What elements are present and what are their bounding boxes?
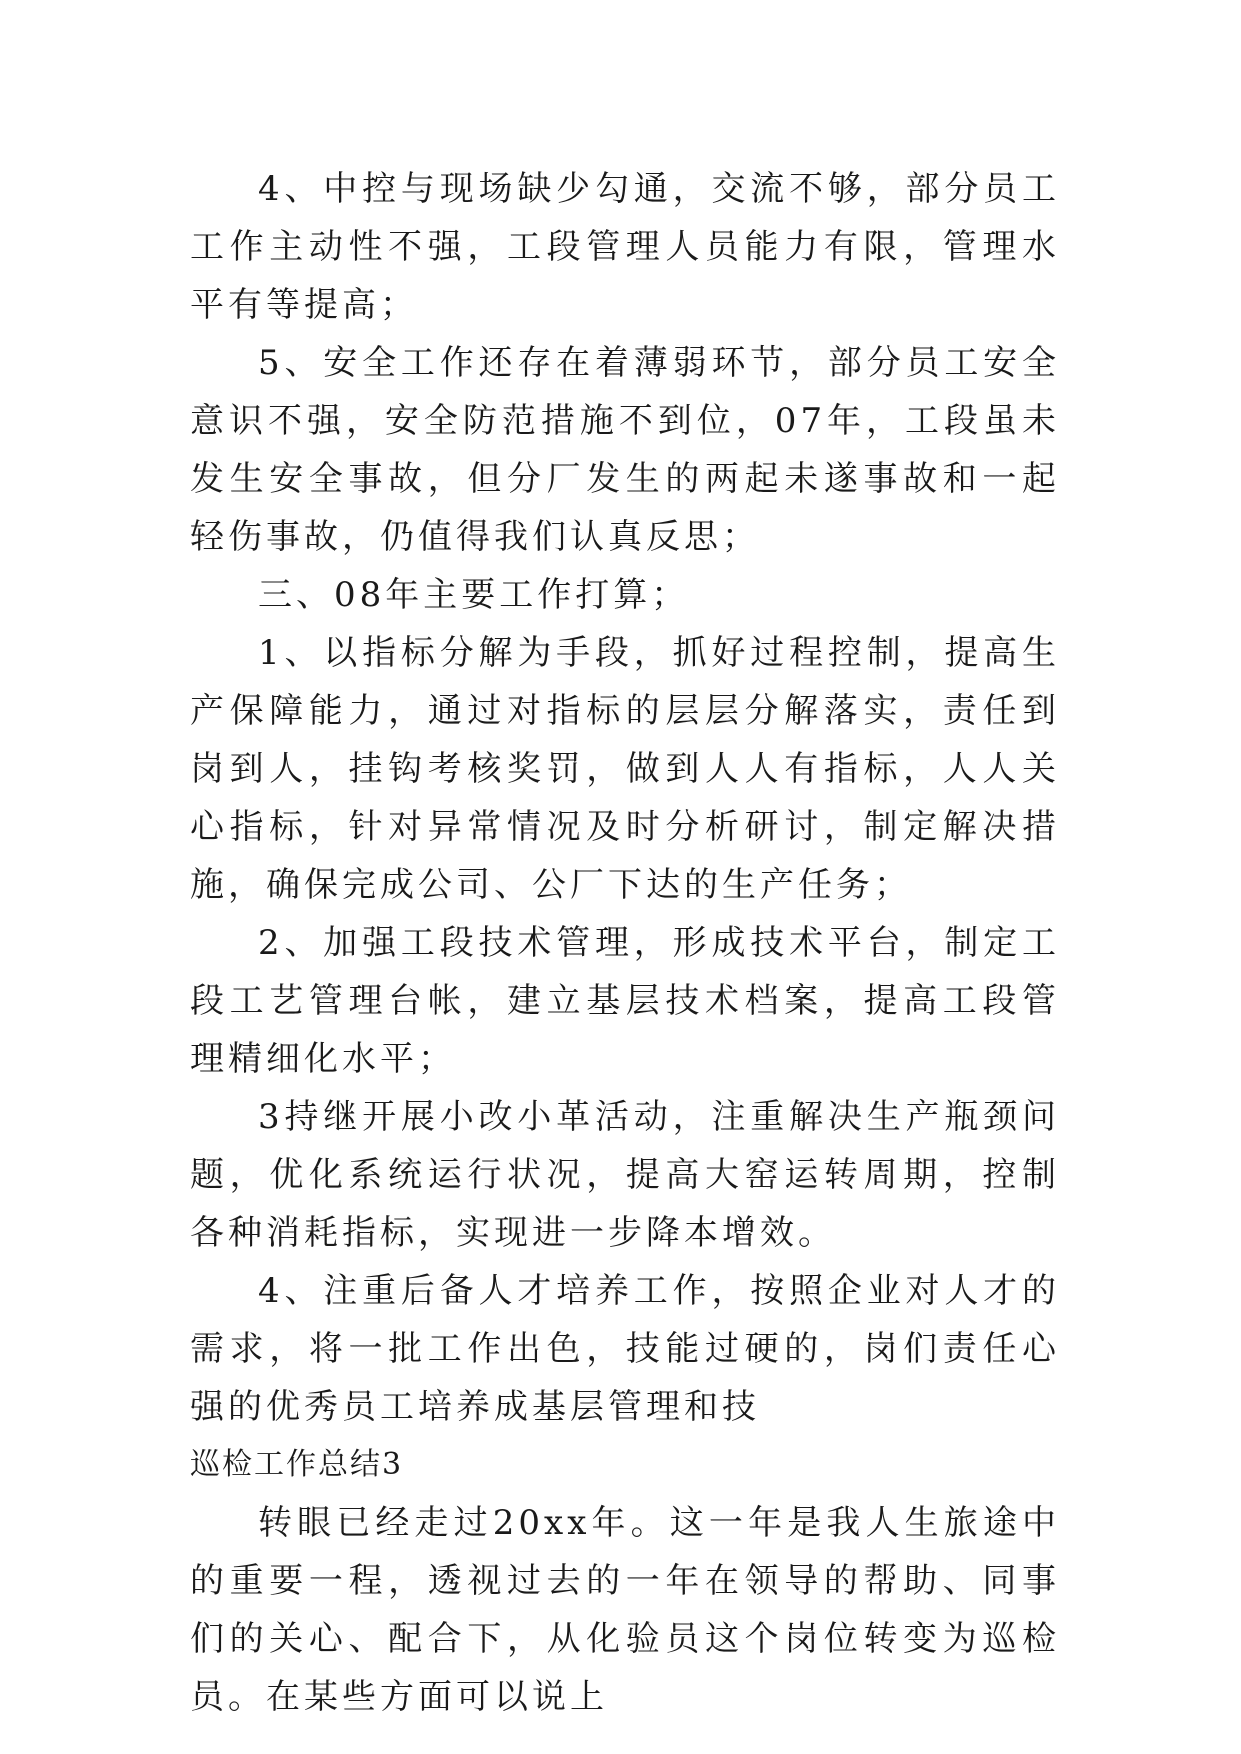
paragraph-item-4: 4、中控与现场缺少勾通，交流不够，部分员工工作主动性不强，工段管理人员能力有限，管理水平有等提高； <box>190 169 1060 325</box>
paragraph-plan-1: 1、以指标分解为手段，抓好过程控制，提高生产保障能力，通过对指标的层层分解落实，责任到岗到人，挂钩考核奖罚，做到人人有指标，人人关心指标，针对异常情况及时分析研讨，制定解决措施，确保完成公司、公厂下达的生产任务； <box>190 633 1060 905</box>
paragraph-plan-2: 2、加强工段技术管理，形成技术平台，制定工段工艺管理台帐，建立基层技术档案，提高工段管理精细化水平； <box>190 923 1060 1079</box>
paragraph-item-5: 5、安全工作还存在着薄弱环节，部分员工安全意识不强，安全防范措施不到位，07年，工段虽未发生安全事故，但分厂发生的两起未遂事故和一起轻伤事故，仍值得我们认真反思； <box>190 343 1060 557</box>
closing-paragraph: 转眼已经走过20xx年。这一年是我人生旅途中的重要一程，透视过去的一年在领导的帮助、同事们的关心、配合下，从化验员这个岗位转变为巡检员。在某些方面可以说上 <box>190 1503 1060 1717</box>
document-body <box>190 160 1060 1726</box>
paragraph-plan-4: 4、注重后备人才培养工作，按照企业对人才的需求，将一批工作出色，技能过硬的，岗们责任心强的优秀员工培养成基层管理和技 <box>190 1271 1060 1427</box>
section-title: 巡检工作总结3 <box>190 1447 404 1482</box>
paragraph-plan-3: 3持继开展小改小革活动，注重解决生产瓶颈问题，优化系统运行状况，提高大窑运转周期，控制各种消耗指标，实现进一步降本增效。 <box>190 1097 1060 1253</box>
section-heading-plan: 三、08年主要工作打算； <box>258 575 690 615</box>
